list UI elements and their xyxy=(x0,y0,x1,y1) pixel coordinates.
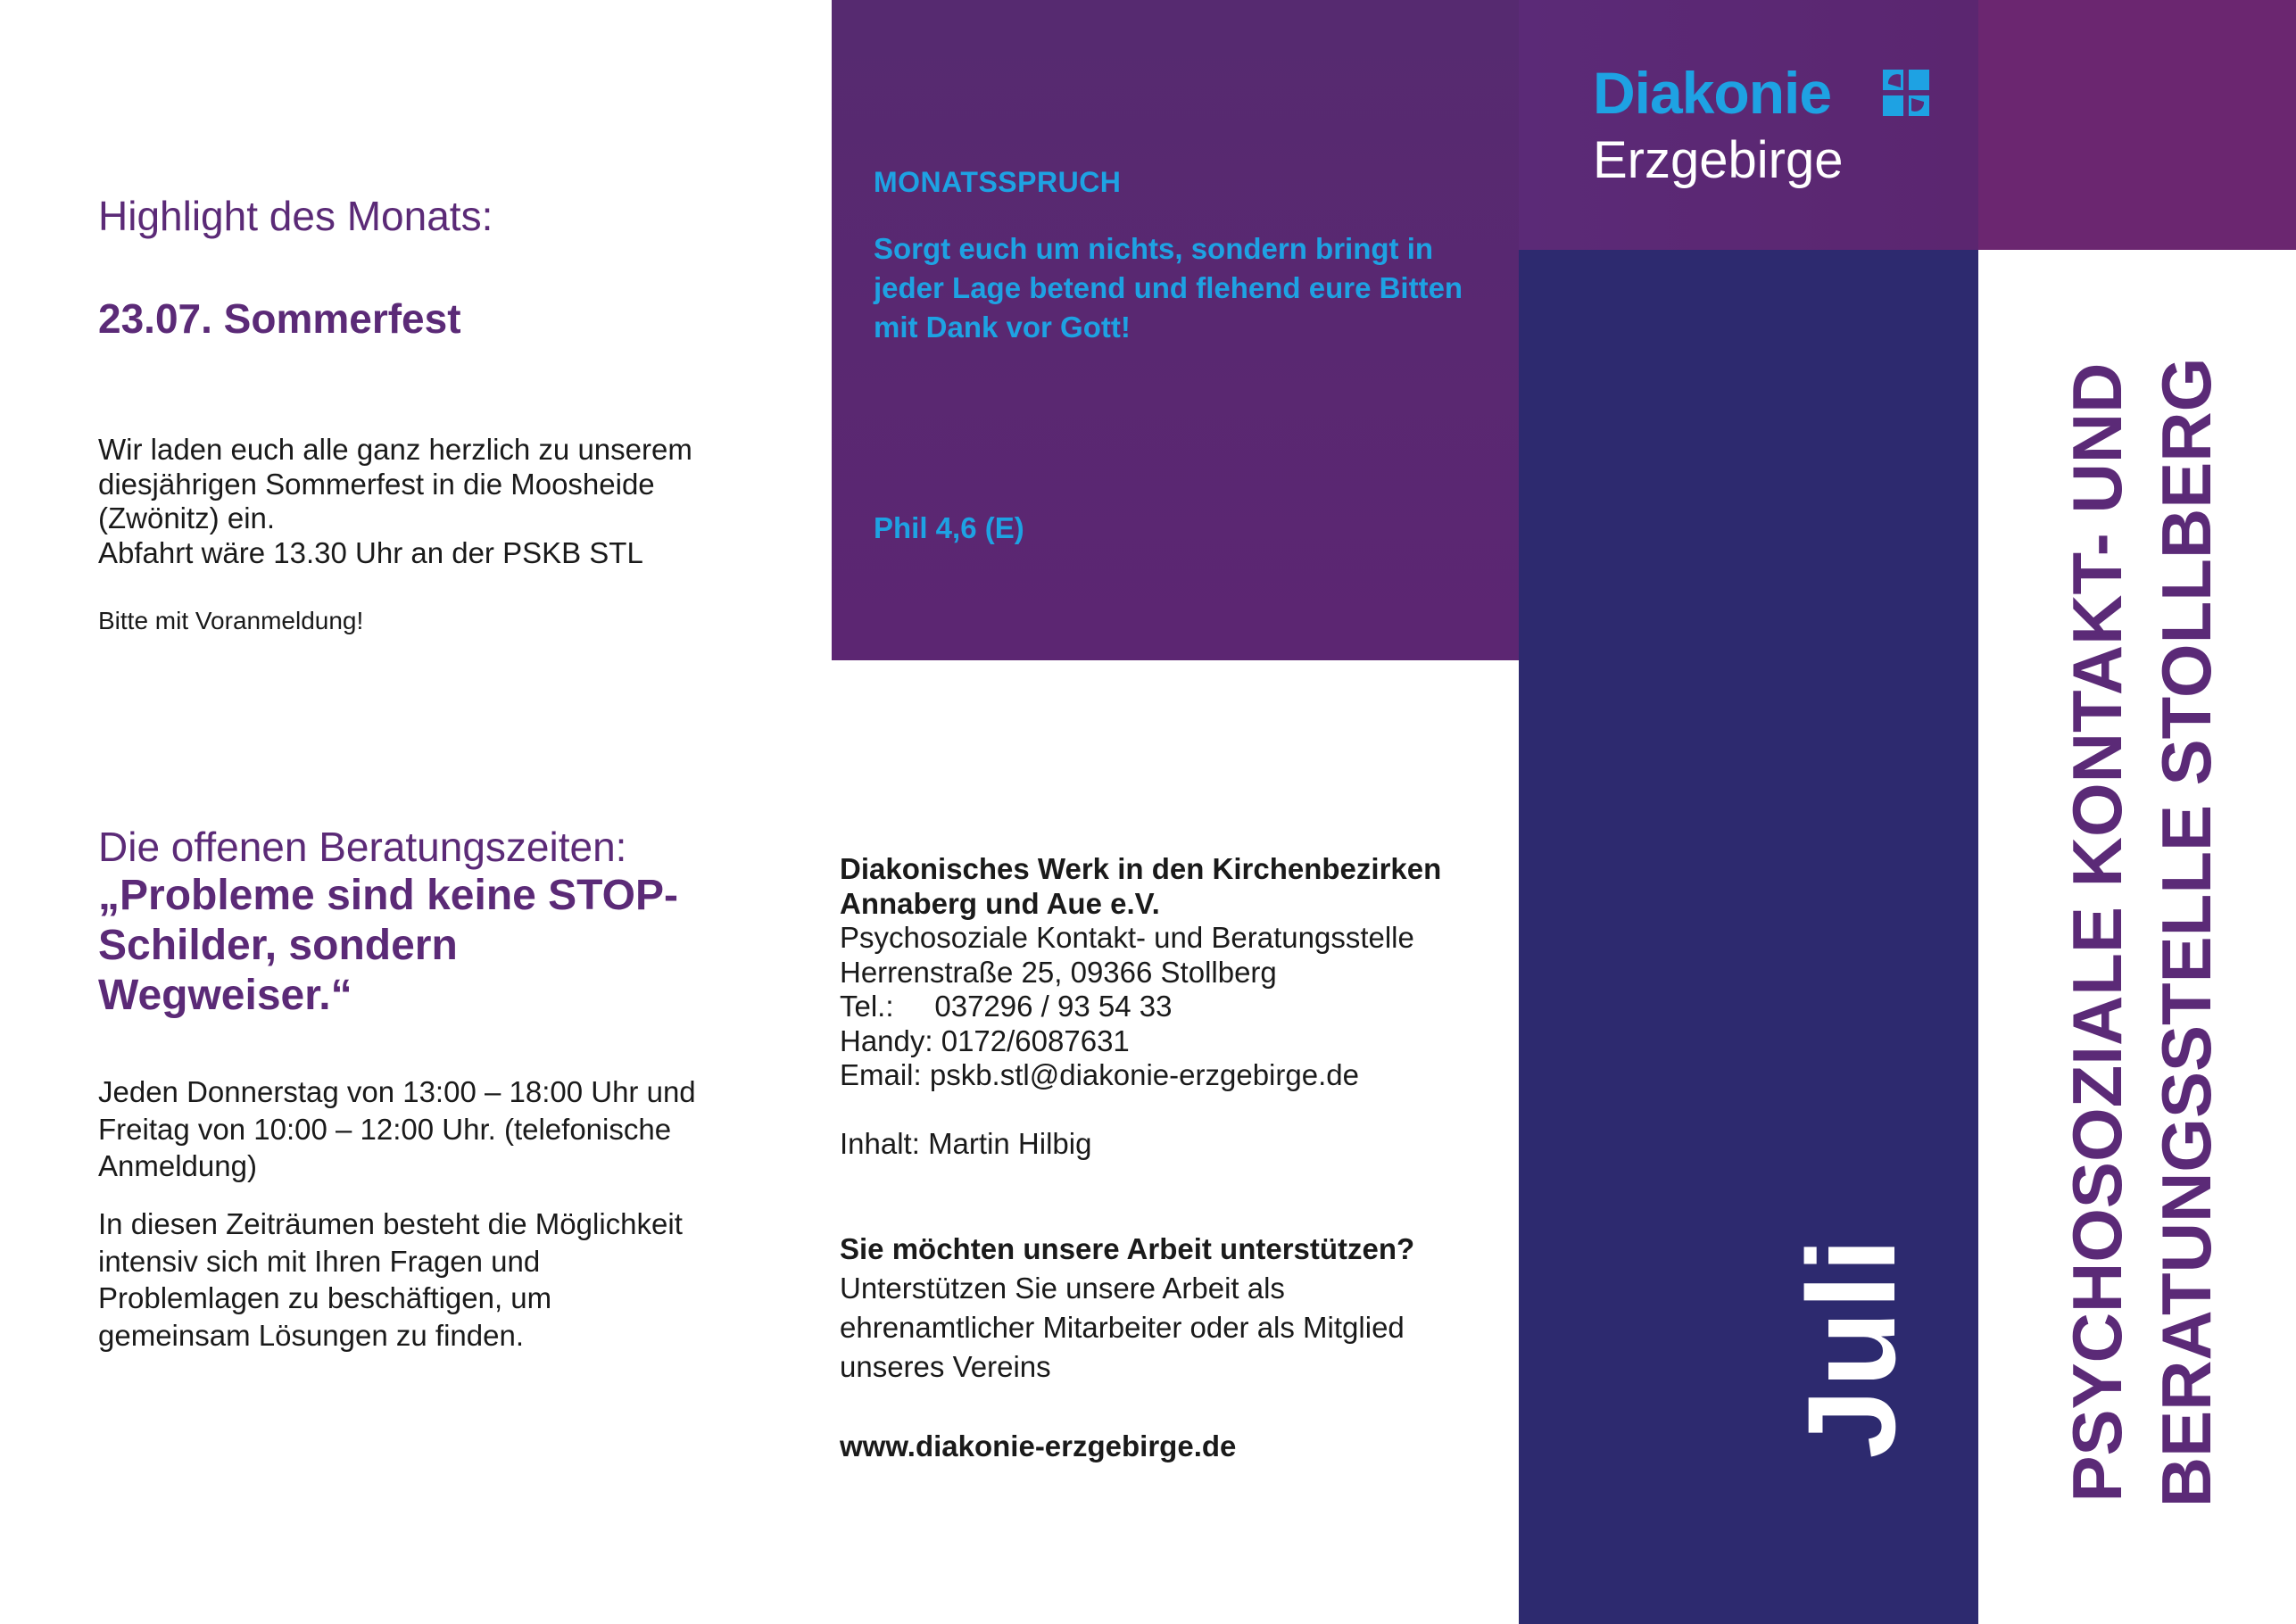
month-label: Juli xyxy=(1781,1236,1921,1459)
monatsspruch-line: Sorgt euch um nichts, sondern bringt in xyxy=(874,232,1434,265)
description-line: Problemlagen zu beschäftigen, um xyxy=(98,1281,552,1314)
logo-subtitle: Erzgebirge xyxy=(1593,131,1844,189)
logo-panel xyxy=(1519,0,1978,250)
support-block xyxy=(840,1230,1482,1387)
hours-line: Freitag von 10:00 – 12:00 Uhr. (telefonische xyxy=(98,1112,672,1146)
description-line: In diesen Zeiträumen besteht die Möglichkeit xyxy=(98,1207,683,1240)
corner-accent xyxy=(1978,0,2296,250)
motto-quote xyxy=(98,871,741,1021)
support-question: Sie möchten unsere Arbeit unterstützen? xyxy=(840,1232,1415,1265)
monatsspruch-reference: Phil 4,6 (E) xyxy=(874,511,1024,544)
monatsspruch-box xyxy=(832,0,1519,660)
motto-line: „Probleme sind keine STOP- xyxy=(98,872,678,919)
support-line: Unterstützen Sie unsere Arbeit als xyxy=(840,1272,1285,1305)
event-title: 23.07. Sommerfest xyxy=(98,295,461,342)
motto-line: Wegweiser.“ xyxy=(98,972,352,1019)
phone-line: Tel.: 037296 / 93 54 33 xyxy=(840,990,1173,1023)
hours-line: Anmeldung) xyxy=(98,1149,257,1182)
support-line: ehrenamtlicher Mitarbeiter oder als Mitglied xyxy=(840,1311,1405,1344)
description-text xyxy=(98,1206,741,1354)
contact-line: Psychosoziale Kontakt- und Beratungsstelle xyxy=(840,921,1414,954)
monatsspruch-line: mit Dank vor Gott! xyxy=(874,311,1131,344)
mobile-line: Handy: 0172/6087631 xyxy=(840,1023,1130,1057)
contact-details xyxy=(840,921,1518,1093)
hours-line: Jeden Donnerstag von 13:00 – 18:00 Uhr und xyxy=(98,1075,696,1108)
email-line[interactable]: Email: pskb.stl@diakonie-erzgebirge.de xyxy=(840,1058,1359,1091)
description-line: gemeinsam Lösungen zu finden. xyxy=(98,1318,524,1352)
cover-title xyxy=(2052,272,2231,1593)
monatsspruch-line: jeder Lage betend und flehend eure Bitten xyxy=(874,271,1463,304)
logo-wordmark: Diakonie xyxy=(1593,60,1832,126)
invite-line: Abfahrt wäre 13.30 Uhr an der PSKB STL xyxy=(98,535,643,569)
contact-block xyxy=(840,852,1518,1093)
support-line: unseres Vereins xyxy=(840,1350,1051,1383)
preregistration-note: Bitte mit Voranmeldung! xyxy=(98,607,364,634)
monatsspruch-text xyxy=(874,229,1489,347)
hours-text xyxy=(98,1073,741,1185)
highlight-heading: Highlight des Monats: xyxy=(98,193,493,239)
organization-line: Annaberg und Aue e.V. xyxy=(840,886,1160,920)
hours-heading: Die offenen Beratungszeiten: xyxy=(98,824,627,870)
cover-title-line: PSYCHOSOZIALE KONTAKT- UND xyxy=(2058,362,2136,1503)
content-credit: Inhalt: Martin Hilbig xyxy=(840,1127,1092,1160)
invite-line: Wir laden euch alle ganz herzlich zu unserem xyxy=(98,433,692,466)
invite-text xyxy=(98,433,776,570)
organization-line: Diakonisches Werk in den Kirchenbezirken xyxy=(840,852,1442,885)
contact-line: Herrenstraße 25, 09366 Stollberg xyxy=(840,955,1277,989)
invite-line: (Zwönitz) ein. xyxy=(98,501,276,534)
monatsspruch-label: MONATSSPRUCH xyxy=(874,166,1122,198)
organization-name xyxy=(840,852,1518,921)
website-link[interactable]: www.diakonie-erzgebirge.de xyxy=(840,1429,1237,1462)
description-line: intensiv sich mit Ihren Fragen und xyxy=(98,1244,541,1278)
invite-line: diesjährigen Sommerfest in die Moosheide xyxy=(98,467,655,501)
diakonie-cross-icon xyxy=(1883,70,1929,116)
cover-title-line: BERATUNGSSTELLE STOLLBERG xyxy=(2147,357,2226,1508)
motto-line: Schilder, sondern xyxy=(98,922,458,969)
